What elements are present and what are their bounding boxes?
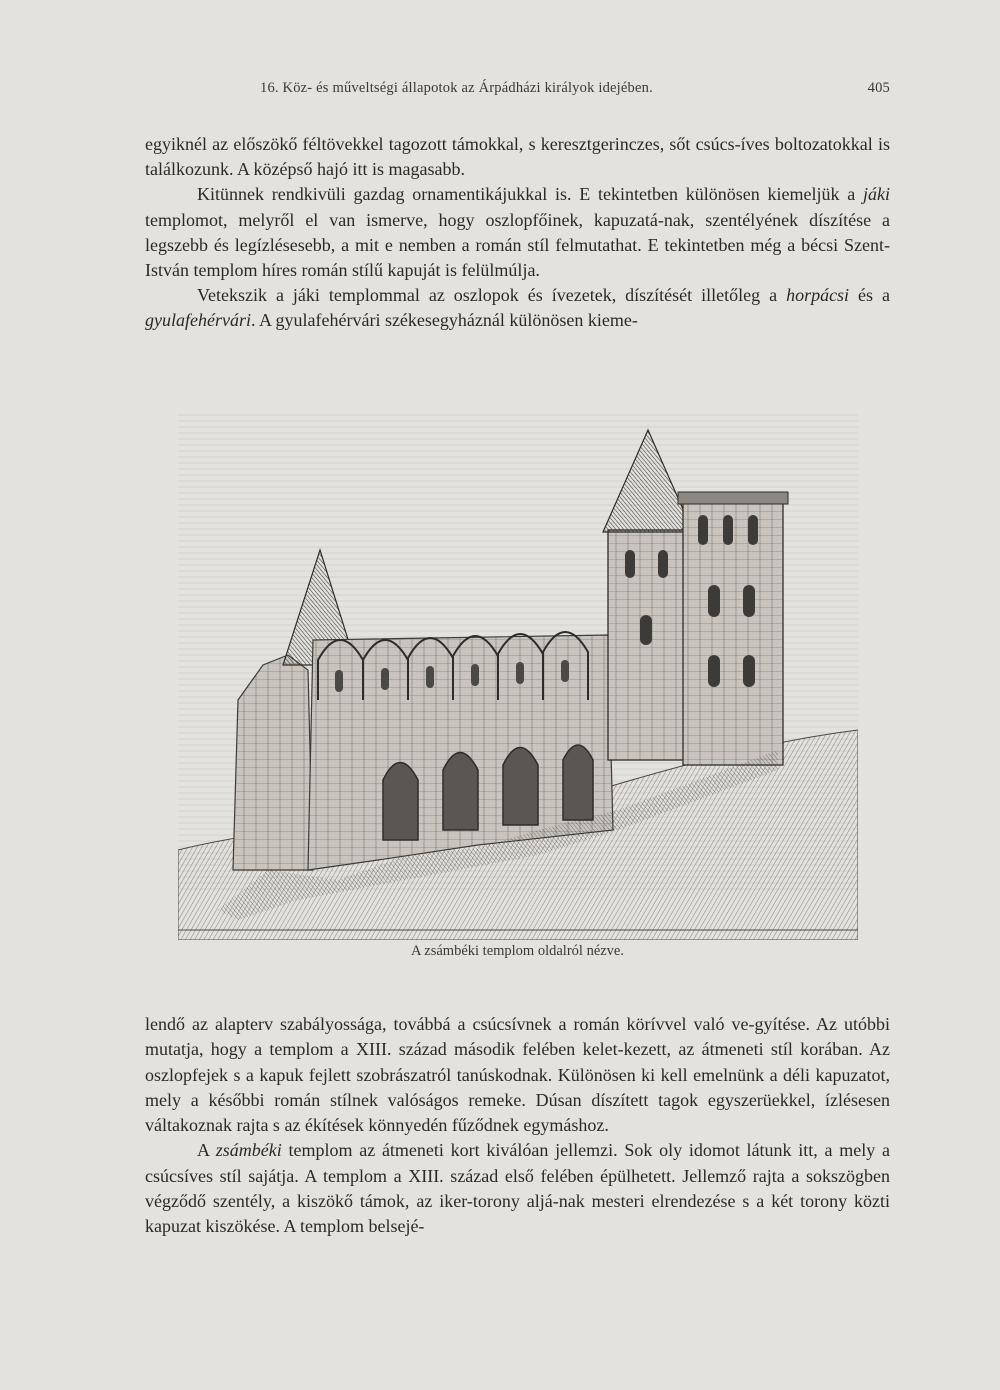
tower-cornice <box>678 492 788 504</box>
figure-caption <box>0 943 1000 960</box>
text-run: templom az átmeneti kort kiválóan jellemzi. Sok oly idomot látunk itt, a mely a csúcsíves stíl sajátja. A templom a XIII. század első felében épülhetett. Jellemző rajta a sokszögben végződő szentély, a kiszökő támok, az iker-torony aljá-nak mesteri elrendezése s a két torony közti kapuzat kiszökése. A templom belsejé- <box>145 1140 890 1237</box>
text-run: . A gyulafehérvári székesegyháznál különösen kieme- <box>250 310 638 331</box>
italic-term: gyulafehérvári <box>145 310 251 331</box>
text-run: A <box>197 1140 216 1161</box>
text-run: Vetekszik a jáki templommal az oszlopok és ívezetek, díszítését illetőleg a <box>197 285 787 306</box>
paragraph <box>145 1012 890 1138</box>
text-run: Kitünnek rendkivüli gazdag ornamentikájukkal is. E tekintetben különösen kiemeljük a <box>197 184 863 205</box>
spired-tower <box>608 530 688 760</box>
italic-term: zsámbéki <box>215 1140 282 1161</box>
body-text-top <box>145 132 890 334</box>
paragraph <box>145 1138 890 1239</box>
zsambek-church-engraving <box>178 400 858 940</box>
italic-term: jáki <box>863 184 890 205</box>
church-illustration <box>178 400 858 940</box>
running-title: 16. Köz- és műveltségi állapotok az Árpádházi királyok idejében. <box>260 80 653 96</box>
text-run: egyiknél az előszökő féltövekkel tagozott támokkal, s keresztgerinczes, sőt csúcs-íves boltozatokkal is találkozunk. A középső hajó itt is magasabb. <box>145 134 890 180</box>
caption-text: A zsámbéki templom oldalról nézve. <box>410 943 624 959</box>
italic-term: horpácsi <box>786 285 850 306</box>
text-run: templomot, melyről el van ismerve, hogy oszlopfőinek, kapuzatá-nak, szentélyének díszítése a legszebb és legízlésesebb, a mit e nemben a román stíl felmutathat. E tekintetben még a bécsi Szent-István templom híres román stílű kapuját is felülmúlja. <box>145 209 890 281</box>
text-run: lendő az alapterv szabályossága, továbbá a csúcsívnek a román körívvel való ve-gyítése. Az utóbbi mutatja, hogy a templom a XIII. század második felében kelet-kezett, az átmeneti stíl korában. Az oszlopfejek s a kapuk fejlett szobrászatról tanúskodnak. Különösen ki kell emelnünk a déli kapuzatot, mely a későbbi román stílnek valóságos remeke. Dúsan díszített tagok egyszerüekkel, ízlésesen váltakoznak rajta s az ékítések könnyedén fűződnek egymáshoz. <box>145 1014 890 1136</box>
paragraph <box>145 283 890 333</box>
page-number: 405 <box>867 80 890 96</box>
paragraph <box>145 132 890 182</box>
body-text-bottom <box>145 1012 890 1240</box>
paragraph <box>145 182 890 283</box>
text-run: és a <box>849 285 890 306</box>
